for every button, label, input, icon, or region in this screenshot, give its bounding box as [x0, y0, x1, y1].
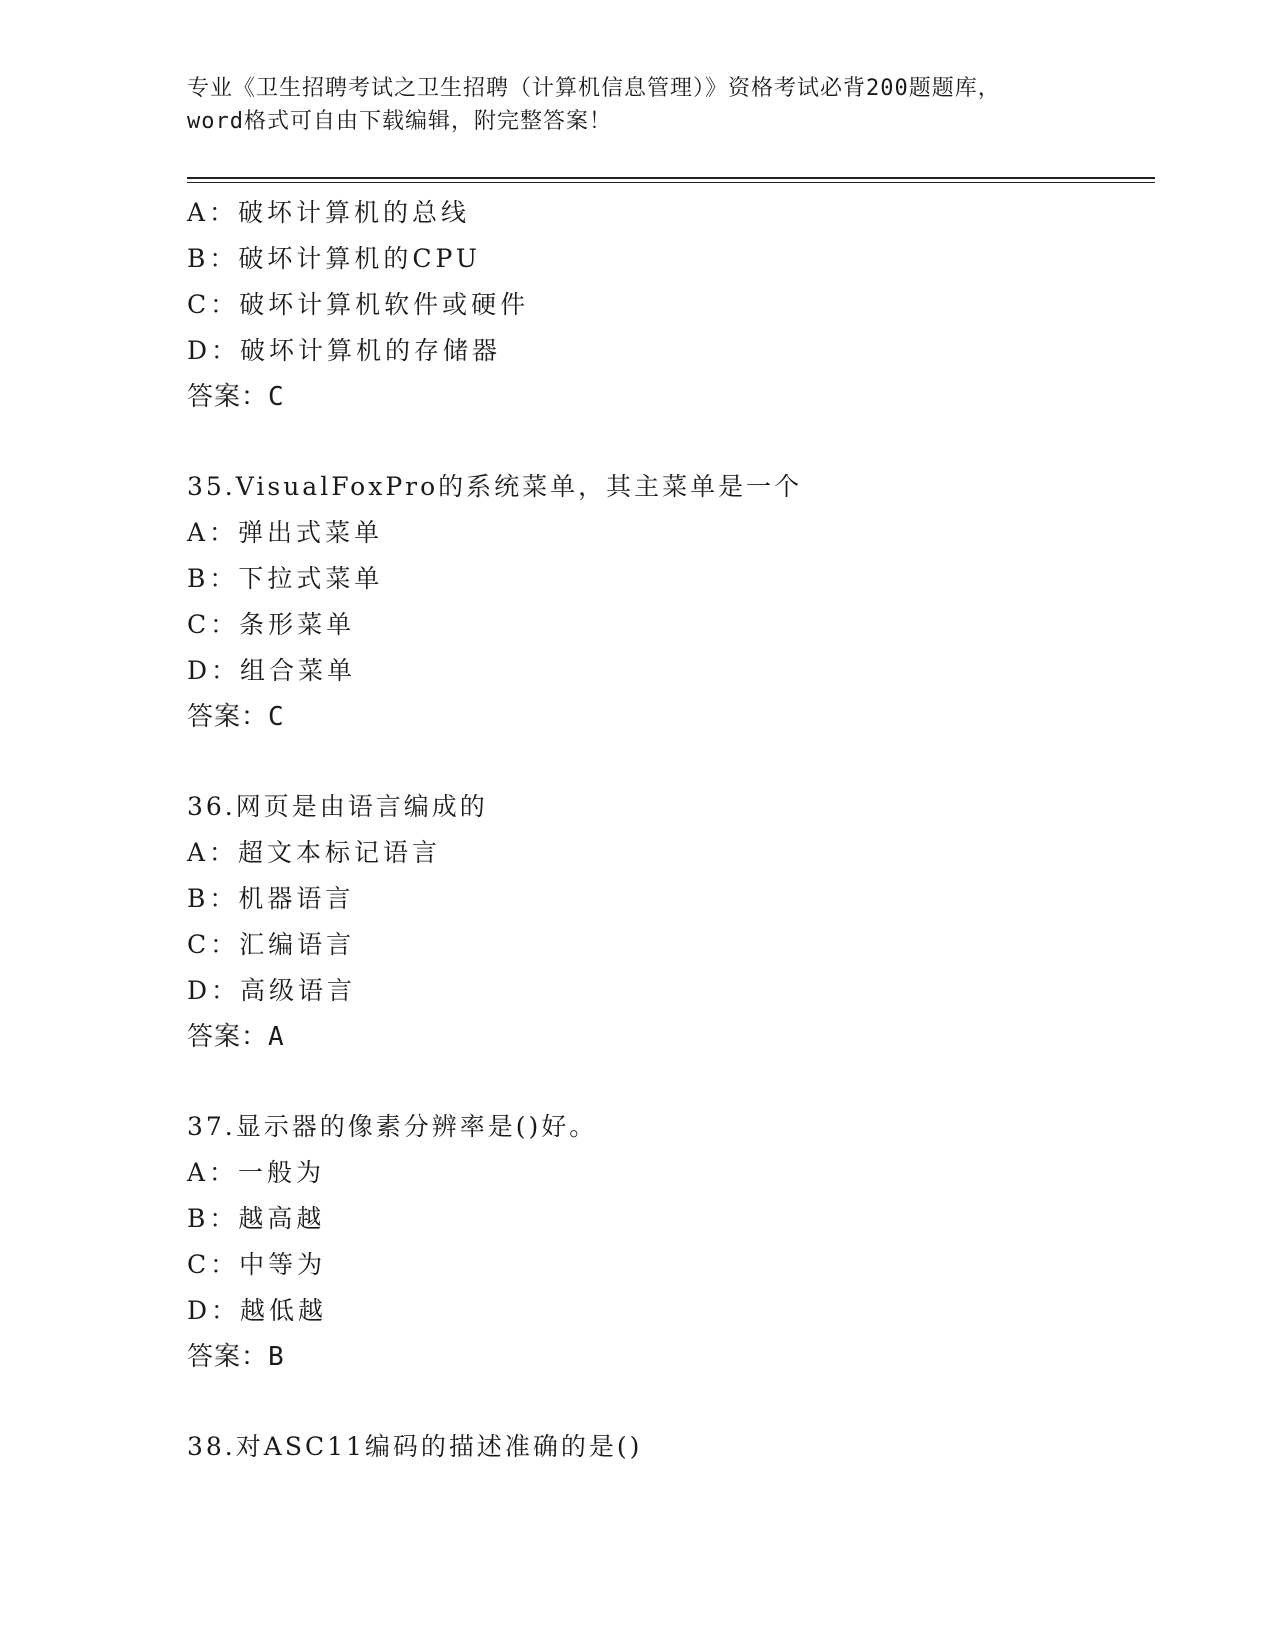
option-d: D：越低越: [187, 1296, 328, 1325]
option-b: B：破坏计算机的CPU: [187, 244, 481, 273]
header-divider-thick: [187, 177, 1155, 179]
question-block-36: [187, 784, 1155, 1060]
option-d: D：破坏计算机的存储器: [187, 336, 502, 365]
document-header: [187, 72, 1087, 138]
answer-text: 答案：C: [187, 382, 285, 412]
option-b: B：下拉式菜单: [187, 564, 384, 593]
spacer: [187, 1380, 1155, 1424]
option-c: C：条形菜单: [187, 610, 356, 639]
question-list: [187, 190, 1155, 1470]
question-text: 38.对ASC11编码的描述准确的是(): [187, 1432, 643, 1461]
question-block-35: [187, 464, 1155, 740]
answer-text: 答案：B: [187, 1342, 285, 1372]
question-text: 35.VisualFoxPro的系统菜单，其主菜单是一个: [187, 472, 803, 501]
option-a: A：破坏计算机的总线: [187, 198, 471, 227]
option-b: B：越高越: [187, 1204, 326, 1233]
answer-text: 答案：A: [187, 1022, 285, 1052]
question-block-38: [187, 1424, 1155, 1470]
spacer: [187, 420, 1155, 464]
question-text: 37.显示器的像素分辨率是()好。: [187, 1112, 598, 1141]
option-d: D：组合菜单: [187, 656, 357, 685]
spacer: [187, 1060, 1155, 1104]
header-divider-thin: [187, 182, 1155, 183]
option-d: D：高级语言: [187, 976, 357, 1005]
option-c: C：中等为: [187, 1250, 327, 1279]
option-a: A：弹出式菜单: [187, 518, 384, 547]
option-a: A：一般为: [187, 1158, 326, 1187]
question-block-34: [187, 190, 1155, 420]
option-a: A：超文本标记语言: [187, 838, 442, 867]
header-line-1: 专业《卫生招聘考试之卫生招聘（计算机信息管理）》资格考试必背200题题库，: [187, 76, 1001, 101]
question-block-37: [187, 1104, 1155, 1380]
header-line-2: word格式可自由下载编辑，附完整答案！: [187, 109, 612, 134]
option-b: B：机器语言: [187, 884, 355, 913]
answer-text: 答案：C: [187, 702, 285, 732]
option-c: C：汇编语言: [187, 930, 356, 959]
spacer: [187, 740, 1155, 784]
question-text: 36.网页是由语言编成的: [187, 792, 488, 821]
option-c: C：破坏计算机软件或硬件: [187, 290, 530, 319]
